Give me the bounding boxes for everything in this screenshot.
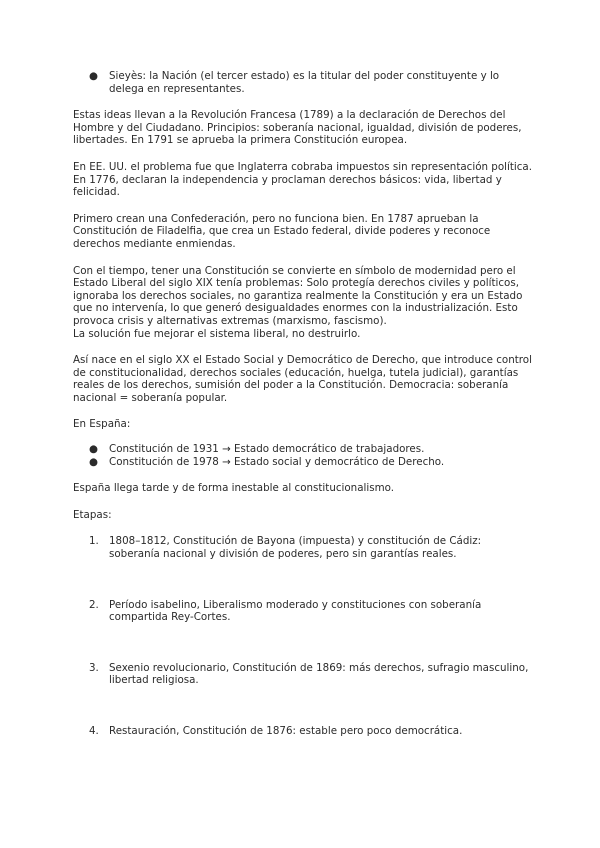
list-number: 4.	[89, 725, 99, 737]
list-item	[73, 662, 533, 687]
bullet-text: Sieyès: la Nación (el tercer estado) es la titular del poder constituyente y lo delega en representantes.	[109, 70, 500, 95]
paragraph: Primero crean una Confederación, pero no funciona bien. En 1787 aprueban la Constitución de Filadelfia, que crea un Estado federal, divide poderes y reconoce derechos mediante enmiendas.	[73, 212, 491, 250]
list-item	[73, 456, 533, 469]
list-text: Sexenio revolucionario, Constitución de 1869: más derechos, sufragio masculino, libertad religiosa.	[109, 661, 529, 687]
paragraph: La solución fue mejorar el sistema liberal, no destruirlo.	[73, 327, 361, 340]
bullet-icon: ●	[89, 70, 98, 82]
section-heading: En España:	[73, 418, 131, 431]
list-item	[73, 70, 533, 95]
list-number: 2.	[89, 598, 99, 611]
bullet-text: Constitución de 1931 → Estado democrático de trabajadores.	[109, 443, 425, 456]
list-text: Período isabelino, Liberalismo moderado y constituciones con soberanía compartida Rey-Cortes.	[109, 598, 482, 624]
bullet-icon: ●	[89, 455, 98, 468]
list-item	[73, 443, 533, 456]
document-page	[73, 70, 533, 738]
list-number: 3.	[89, 661, 99, 674]
paragraph: Con el tiempo, tener una Constitución se convierte en símbolo de modernidad pero el Estado Liberal del siglo XIX tenía problemas: Solo protegía derechos civiles y políticos, ignoraba los derechos sociales, no garantiza realmente la Constitución y era un Estado que no intervenía, lo que generó desigualdades enormes con la industrialización. Esto provoca crisis y alternativas extremas (marxismo, fascismo).	[73, 264, 523, 327]
paragraph: Estas ideas llevan a la Revolución Francesa (1789) a la declaración de Derechos del Hombre y del Ciudadano. Principios: soberanía nacional, igualdad, división de poderes, libertades. En 1791 se aprueba la primera Constitución europea.	[73, 109, 522, 147]
bullet-text: Constitución de 1978 → Estado social y democrático de Derecho.	[109, 455, 445, 468]
section-heading: Etapas:	[73, 508, 112, 521]
list-number: 1.	[89, 535, 99, 548]
list-item	[73, 725, 533, 738]
paragraph: En EE. UU. el problema fue que Inglaterra cobraba impuestos sin representación política. En 1776, declaran la independencia y proclaman derechos básicos: vida, libertad y felicidad.	[73, 160, 533, 199]
list-item	[73, 535, 533, 560]
bullet-icon: ●	[89, 443, 98, 456]
paragraph: España llega tarde y de forma inestable al constitucionalismo.	[73, 482, 395, 495]
list-item	[73, 599, 533, 624]
list-text: Restauración, Constitución de 1876: estable pero poco democrática.	[109, 725, 463, 737]
list-text: 1808–1812, Constitución de Bayona (impuesta) y constitución de Cádiz: soberanía nacional y división de poderes, pero sin garantías reales.	[109, 535, 482, 561]
paragraph: Así nace en el siglo XX el Estado Social y Democrático de Derecho, que introduce control de constitucionalidad, derechos sociales (educación, huelga, tutela judicial), garantías reales de los derechos, sumisión del poder a la Constitución. Democracia: soberanía nacional = soberanía popular.	[73, 354, 532, 404]
